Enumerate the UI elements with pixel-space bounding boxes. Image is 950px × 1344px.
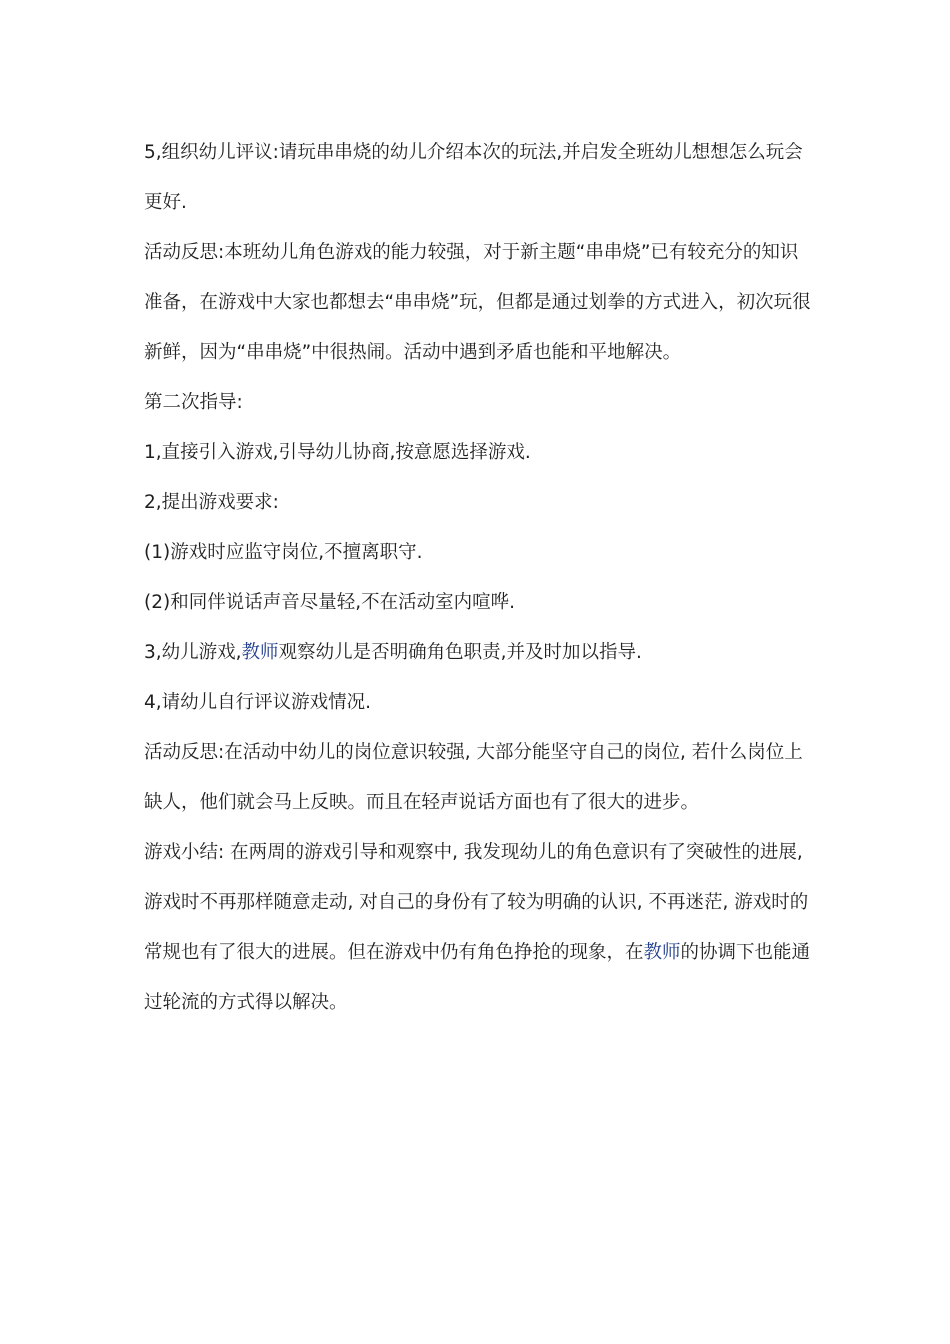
text-run: 3,幼儿游戏, bbox=[144, 642, 242, 663]
text-run: 1,直接引入游戏,引导幼儿协商,按意愿选择游戏. bbox=[144, 442, 531, 463]
paragraph-second-guidance-heading bbox=[144, 378, 812, 428]
text-run: 活动反思:在活动中幼儿的岗位意识较强, 大部分能坚守自己的岗位, 若什么岗位上缺人，他们就会马上反映。而且在轻声说话方面也有了很大的进步。 bbox=[144, 742, 803, 813]
paragraph-step-3 bbox=[144, 628, 812, 678]
paragraph-reflection-1 bbox=[144, 228, 812, 378]
text-run: 活动反思:本班幼儿角色游戏的能力较强，对于新主题“串串烧”已有较充分的知识准备，在游戏中大家也都想去“串串烧”玩，但都是通过划拳的方式进入，初次玩很新鲜，因为“串串烧”中很热闹。活动中遇到矛盾也能和平地解决。 bbox=[144, 242, 811, 363]
paragraph-requirement-2 bbox=[144, 578, 812, 628]
teacher-link[interactable]: 教师 bbox=[643, 942, 681, 963]
text-run: 4,请幼儿自行评议游戏情况. bbox=[144, 692, 372, 713]
teacher-link[interactable]: 教师 bbox=[241, 642, 279, 663]
text-run: 2,提出游戏要求: bbox=[144, 492, 279, 513]
text-run: (2)和同伴说话声音尽量轻,不在活动室内喧哗. bbox=[144, 592, 515, 613]
text-run: 的协调下也能通过轮流的方式得以解决。 bbox=[144, 942, 811, 1013]
paragraph-game-summary bbox=[144, 828, 812, 1028]
paragraph-requirement-1 bbox=[144, 528, 812, 578]
paragraph-reflection-2 bbox=[144, 728, 812, 828]
paragraph-step-1 bbox=[144, 428, 812, 478]
text-run: 游戏小结: 在两周的游戏引导和观察中, 我发现幼儿的角色意识有了突破性的进展, 游戏时不再那样随意走动, 对自己的身份有了较为明确的认识, 不再迷茫, 游戏时的常规也有了很大的进展。但在游戏中仍有角色挣抢的现象，在 bbox=[144, 842, 809, 963]
paragraph-step-4 bbox=[144, 678, 812, 728]
text-run: 观察幼儿是否明确角色职责,并及时加以指导. bbox=[278, 642, 642, 663]
document-body bbox=[144, 128, 812, 1028]
paragraph-step-2 bbox=[144, 478, 812, 528]
paragraph-evaluation-step bbox=[144, 128, 812, 228]
text-run: 第二次指导: bbox=[144, 392, 243, 413]
text-run: (1)游戏时应监守岗位,不擅离职守. bbox=[144, 542, 423, 563]
text-run: 5,组织幼儿评议:请玩串串烧的幼儿介绍本次的玩法,并启发全班幼儿想想怎么玩会更好. bbox=[144, 142, 803, 213]
